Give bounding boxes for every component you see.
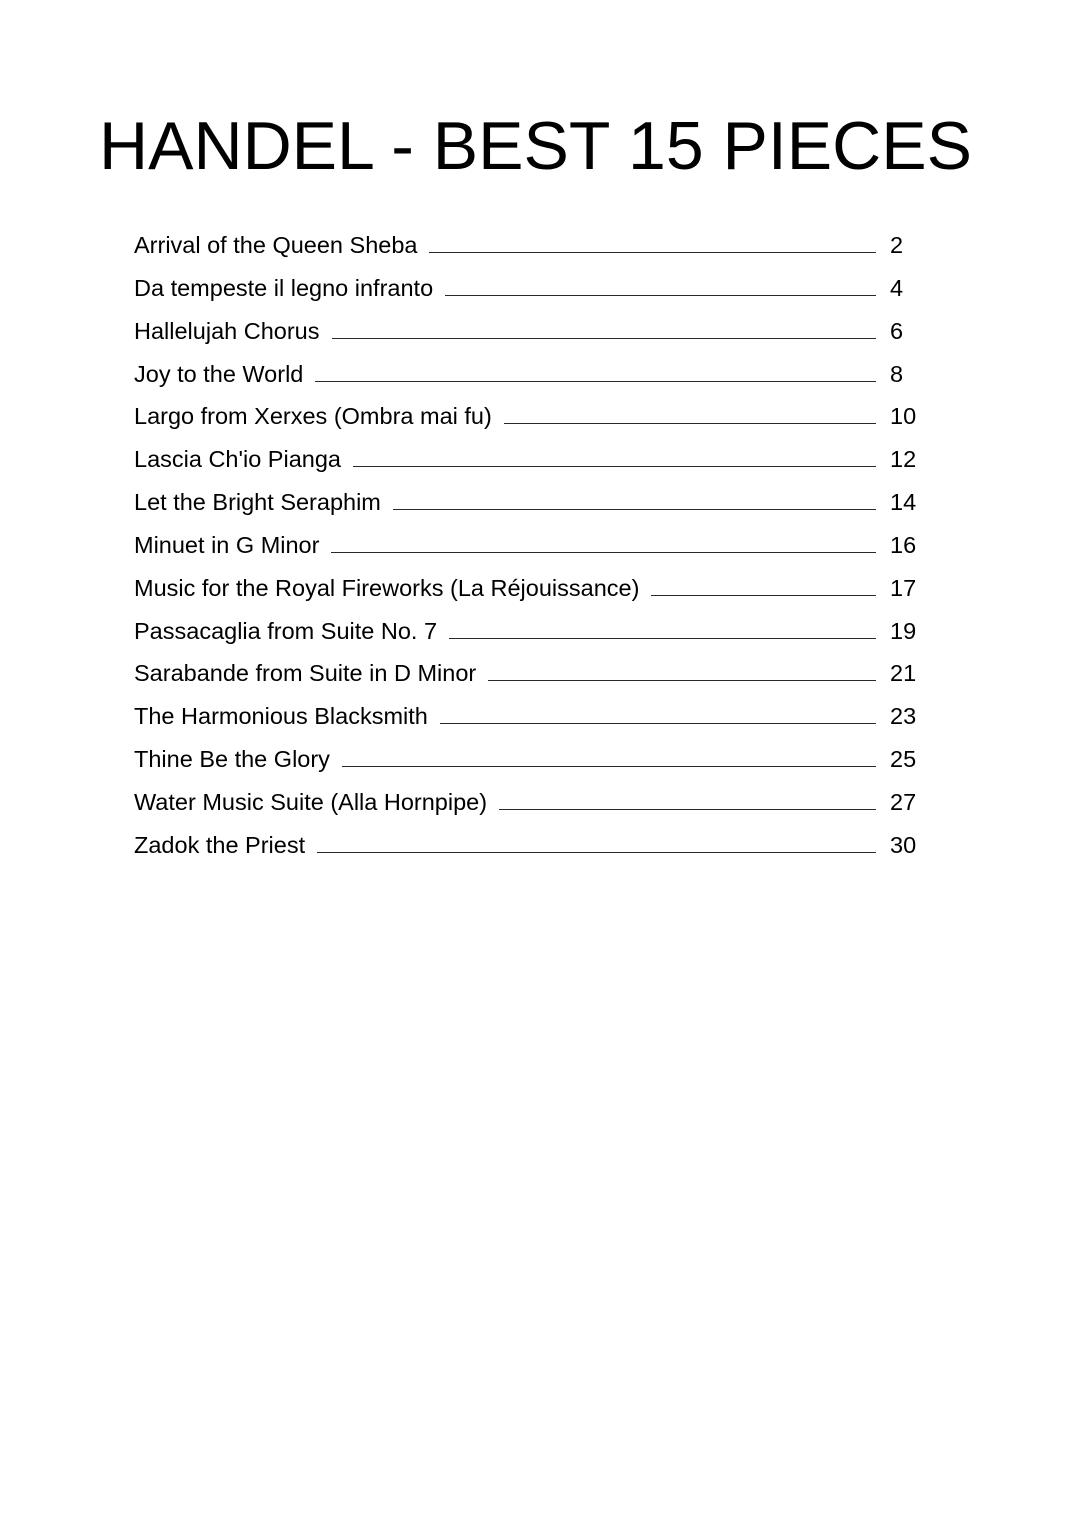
toc-leader-line	[651, 567, 876, 596]
toc-leader-line	[393, 481, 876, 510]
toc-entry-title: Thine Be the Glory	[134, 746, 330, 773]
toc-entry-title: Da tempeste il legno infranto	[134, 274, 434, 301]
toc-entry-page: 19	[890, 617, 917, 644]
toc-leader-line	[499, 781, 876, 810]
toc-entry-page: 14	[890, 489, 917, 516]
page-title: HANDEL - BEST 15 PIECES	[99, 108, 972, 184]
toc-entry-title: Sarabande from Suite in D Minor	[134, 660, 477, 687]
toc-entry-page: 25	[890, 746, 917, 773]
toc-entry-page: 8	[890, 360, 904, 387]
toc-entry-page: 23	[890, 703, 917, 730]
toc-leader-line	[449, 610, 876, 639]
toc-leader-line	[332, 310, 877, 339]
toc-entry-title: Zadok the Priest	[134, 831, 306, 858]
toc-entry-title: Joy to the World	[134, 360, 304, 387]
toc-entry-title: Arrival of the Queen Sheba	[134, 232, 418, 258]
toc-entry	[134, 481, 934, 524]
toc-entry-page: 30	[890, 831, 917, 858]
toc-entry-page: 17	[890, 574, 917, 601]
toc-entry	[134, 652, 934, 695]
toc-entry-title: Hallelujah Chorus	[134, 317, 320, 344]
toc-entry-title: Minuet in G Minor	[134, 531, 320, 558]
toc-entry	[134, 781, 934, 824]
toc-entry-title: Lascia Ch'io Pianga	[134, 446, 341, 473]
toc-entry	[134, 395, 934, 438]
toc-leader-line	[317, 824, 876, 853]
toc-leader-line	[488, 652, 876, 681]
toc-leader-line	[429, 224, 876, 253]
toc-entry-page: 12	[890, 446, 917, 473]
toc-leader-line	[440, 695, 876, 724]
toc-entry-page: 10	[890, 403, 917, 430]
toc-entry-page: 16	[890, 531, 917, 558]
toc-entry	[134, 567, 934, 610]
toc-leader-line	[504, 395, 876, 424]
toc-entry-title: Passacaglia from Suite No. 7	[134, 617, 438, 644]
toc-leader-line	[445, 267, 876, 296]
toc-entry	[134, 353, 934, 396]
toc-entry-title: Music for the Royal Fireworks (La Réjouissance)	[134, 574, 640, 601]
toc-entry-page: 6	[890, 317, 904, 344]
toc-entry-page: 2	[890, 232, 904, 258]
toc-entry	[134, 438, 934, 481]
toc-entry-title: Largo from Xerxes (Ombra mai fu)	[134, 403, 492, 430]
toc-entry-page: 21	[890, 660, 917, 687]
toc-entry	[134, 738, 934, 781]
toc-entry	[134, 267, 934, 310]
toc-entry-title: Water Music Suite (Alla Hornpipe)	[134, 788, 488, 815]
toc-entry	[134, 695, 934, 738]
toc-entry	[134, 224, 934, 267]
toc-entry	[134, 610, 934, 653]
toc-entry-page: 4	[890, 274, 904, 301]
toc-entry	[134, 310, 934, 353]
toc-entry-page: 27	[890, 788, 917, 815]
toc-entry-title: Let the Bright Seraphim	[134, 489, 381, 516]
toc-leader-line	[315, 353, 876, 382]
toc-entry	[134, 524, 934, 567]
toc-leader-line	[342, 738, 876, 767]
toc-entry-title: The Harmonious Blacksmith	[134, 703, 428, 730]
toc-leader-line	[353, 438, 876, 467]
table-of-contents	[134, 224, 934, 867]
toc-leader-line	[331, 524, 876, 553]
toc-entry	[134, 824, 934, 867]
